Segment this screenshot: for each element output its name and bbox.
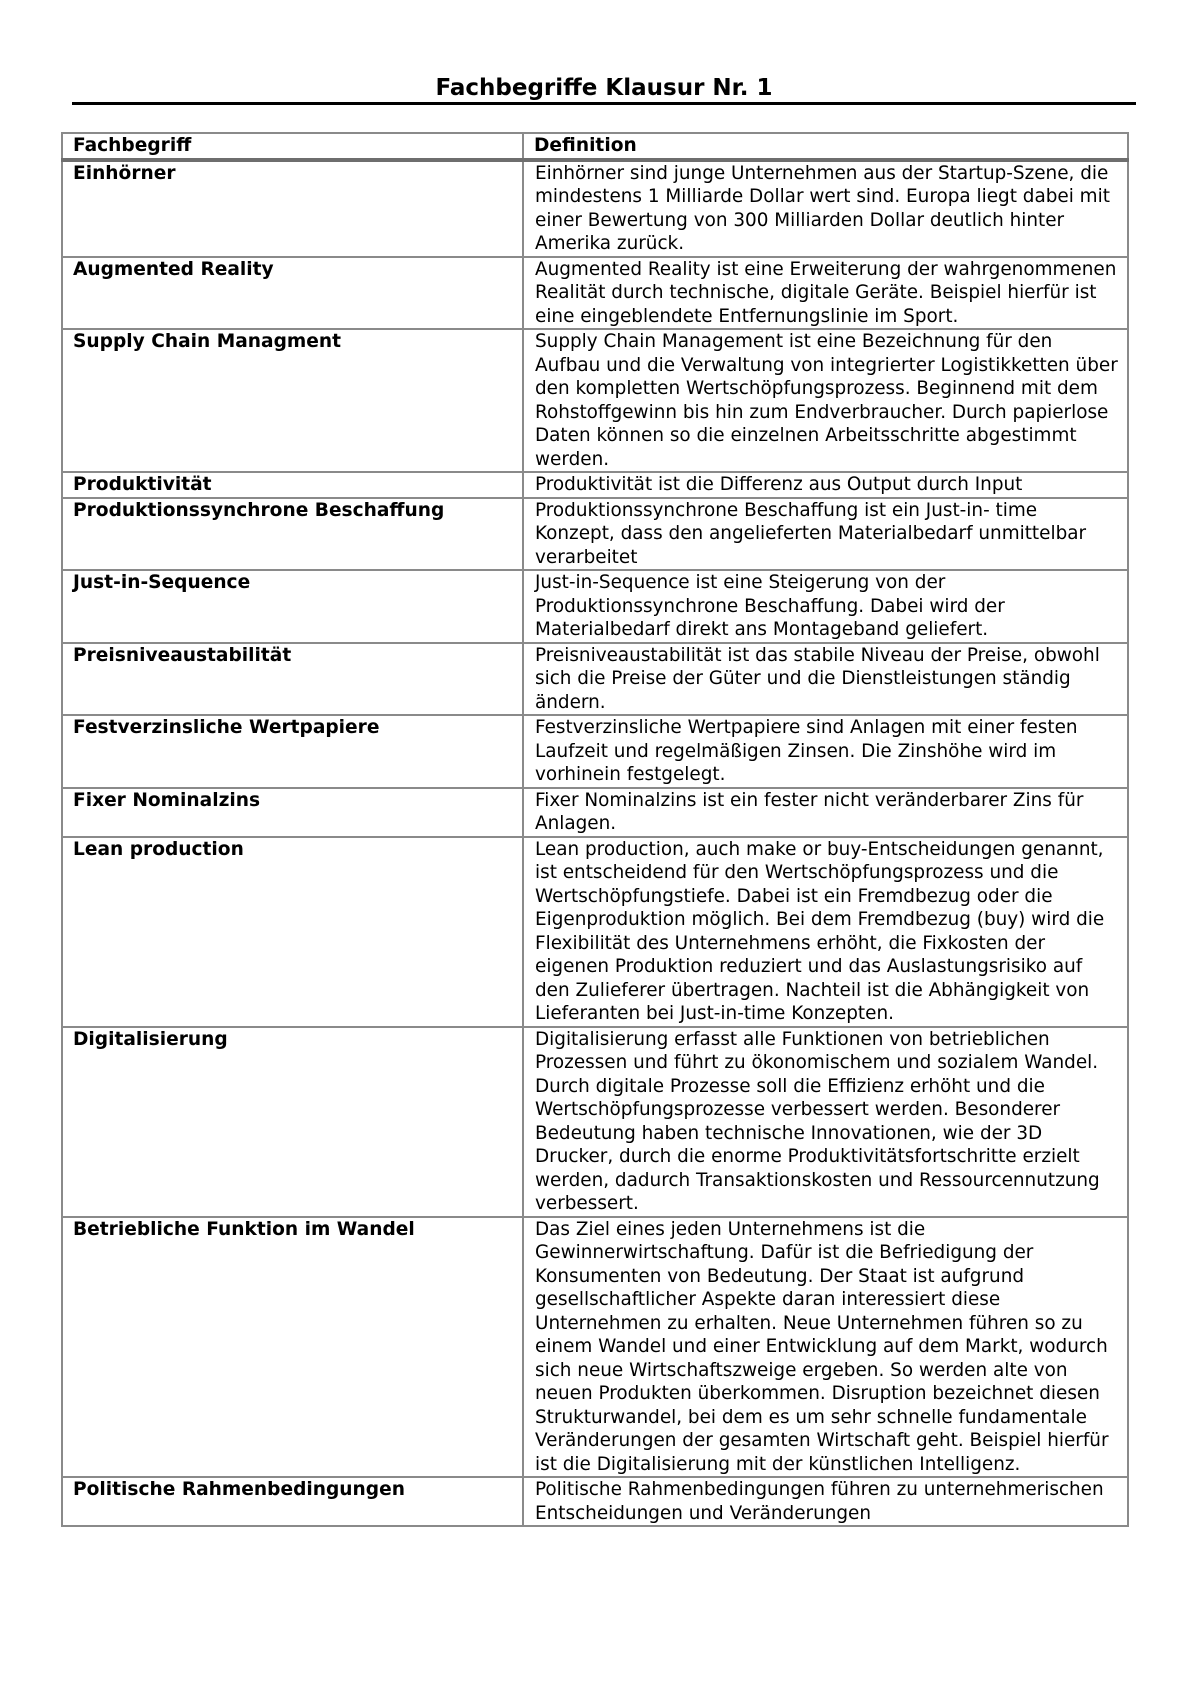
definition-cell: Digitalisierung erfasst alle Funktionen von betrieblichen Prozessen und führt zu ökonomischem und sozialem Wandel. Durch digitale Prozesse soll die Effizienz erhöht und die Wertschöpfungsprozesse verbessert werden. Besonderer Bedeutung haben technische Innovationen, wie der 3D Drucker, durch die enorme Produktivitätsfortschritte erzielt werden, dadurch Transaktionskosten und Ressourcennutzung verbessert. (523, 1027, 1128, 1217)
header-term: Fachbegriff (62, 133, 523, 160)
term-cell: Lean production (62, 837, 523, 1027)
definition-cell: Just-in-Sequence ist eine Steigerung von der Produktionssynchrone Beschaffung. Dabei wird der Materialbedarf direkt ans Montageband geliefert. (523, 570, 1128, 643)
table-row (62, 1027, 1128, 1217)
definition-cell: Supply Chain Management ist eine Bezeichnung für den Aufbau und die Verwaltung von integrierter Logistikketten über den kompletten Wertschöpfungsprozess. Beginnend mit dem Rohstoffgewinn bis hin zum Endverbraucher. Durch papierlose Daten können so die einzelnen Arbeitsschritte abgestimmt werden. (523, 329, 1128, 472)
definition-cell: Preisniveaustabilität ist das stabile Niveau der Preise, obwohl sich die Preise der Güter und die Dienstleistungen ständig ändern. (523, 643, 1128, 716)
definition-cell: Lean production, auch make or buy-Entscheidungen genannt, ist entscheidend für den Wertschöpfungsprozess und die Wertschöpfungstiefe. Dabei ist ein Fremdbezug oder die Eigenproduktion möglich. Bei dem Fremdbezug (buy) wird die Flexibilität des Unternehmens erhöht, die Fixkosten der eigenen Produktion reduziert und das Auslastungsrisiko auf den Zulieferer übertragen. Nachteil ist die Abhängigkeit von Lieferanten bei Just-in-time Konzepten. (523, 837, 1128, 1027)
table-row (62, 570, 1128, 643)
term-cell: Betriebliche Funktion im Wandel (62, 1217, 523, 1478)
term-cell: Digitalisierung (62, 1027, 523, 1217)
table-row (62, 472, 1128, 498)
term-cell: Produktionssynchrone Beschaffung (62, 498, 523, 571)
term-cell: Produktivität (62, 472, 523, 498)
header-definition: Definition (523, 133, 1128, 160)
term-cell: Politische Rahmenbedingungen (62, 1477, 523, 1526)
term-cell: Just-in-Sequence (62, 570, 523, 643)
table-row (62, 257, 1128, 330)
definition-cell: Produktionssynchrone Beschaffung ist ein Just-in- time Konzept, dass den angelieferten Materialbedarf unmittelbar verarbeitet (523, 498, 1128, 571)
term-cell: Augmented Reality (62, 257, 523, 330)
table-row (62, 643, 1128, 716)
table-row (62, 329, 1128, 472)
table-row (62, 788, 1128, 837)
table-row (62, 715, 1128, 788)
definition-cell: Produktivität ist die Differenz aus Output durch Input (523, 472, 1128, 498)
table-row (62, 160, 1128, 257)
term-cell: Festverzinsliche Wertpapiere (62, 715, 523, 788)
table-header-row (62, 133, 1128, 160)
definition-cell: Einhörner sind junge Unternehmen aus der Startup-Szene, die mindestens 1 Milliarde Dollar wert sind. Europa liegt dabei mit einer Bewertung von 300 Milliarden Dollar deutlich hinter Amerika zurück. (523, 160, 1128, 257)
term-cell: Fixer Nominalzins (62, 788, 523, 837)
page-title: Fachbegriffe Klausur Nr. 1 (435, 75, 773, 101)
glossary-table (61, 132, 1129, 1527)
definition-cell: Fixer Nominalzins ist ein fester nicht veränderbarer Zins für Anlagen. (523, 788, 1128, 837)
term-cell: Supply Chain Managment (62, 329, 523, 472)
term-cell: Preisniveaustabilität (62, 643, 523, 716)
table-row (62, 1217, 1128, 1478)
title-underline (72, 102, 1136, 105)
definition-cell: Augmented Reality ist eine Erweiterung der wahrgenommenen Realität durch technische, digitale Geräte. Beispiel hierfür ist eine eingeblendete Entfernungslinie im Sport. (523, 257, 1128, 330)
definition-cell: Das Ziel eines jeden Unternehmens ist die Gewinnerwirtschaftung. Dafür ist die Befriedigung der Konsumenten von Bedeutung. Der Staat ist aufgrund gesellschaftlicher Aspekte daran interessiert diese Unternehmen zu erhalten. Neue Unternehmen führen so zu einem Wandel und einer Entwicklung auf dem Markt, wodurch sich neue Wirtschaftszweige ergeben. So werden alte von neuen Produkten überkommen. Disruption bezeichnet diesen Strukturwandel, bei dem es um sehr schnelle fundamentale Veränderungen der gesamten Wirtschaft geht. Beispiel hierfür ist die Digitalisierung mit der künstlichen Intelligenz. (523, 1217, 1128, 1478)
table-row (62, 498, 1128, 571)
definition-cell: Politische Rahmenbedingungen führen zu unternehmerischen Entscheidungen und Veränderungen (523, 1477, 1128, 1526)
table-row (62, 837, 1128, 1027)
definition-cell: Festverzinsliche Wertpapiere sind Anlagen mit einer festen Laufzeit und regelmäßigen Zinsen. Die Zinshöhe wird im vorhinein festgelegt. (523, 715, 1128, 788)
term-cell: Einhörner (62, 160, 523, 257)
table-row (62, 1477, 1128, 1526)
